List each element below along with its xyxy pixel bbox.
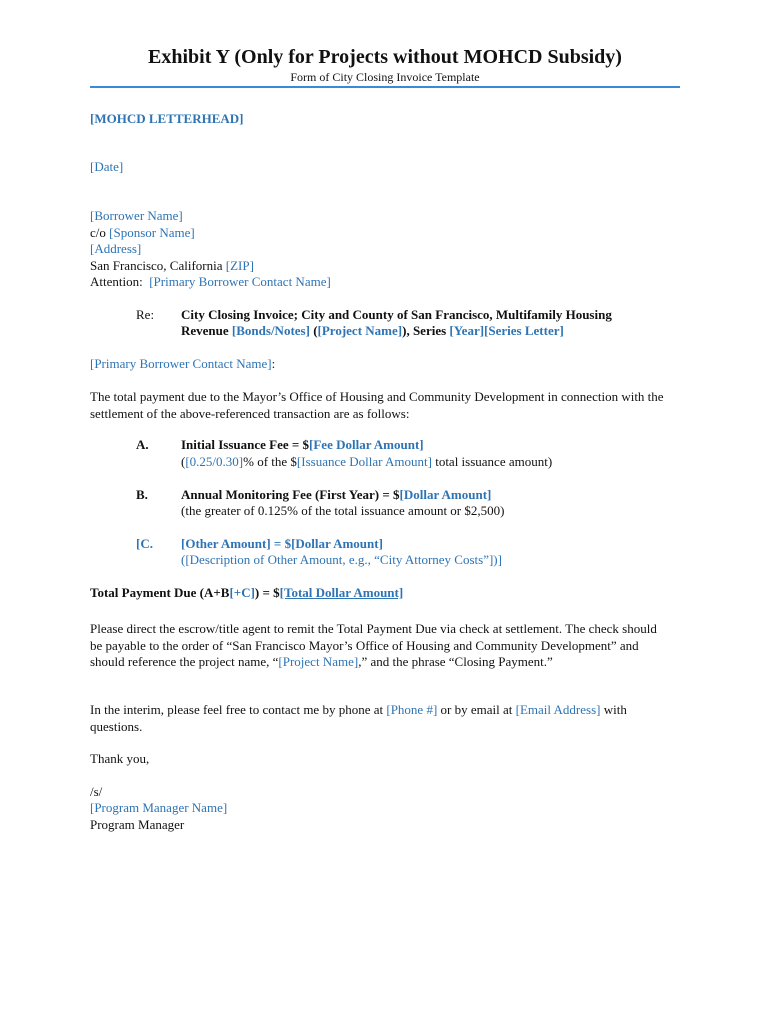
- item-a-tail: total issuance amount): [431, 454, 553, 469]
- document-title: Exhibit Y (Only for Projects without MOHCD Subsidy): [148, 46, 622, 68]
- re-project: [Project Name]: [317, 323, 403, 338]
- total-plus-c: [+C]: [229, 585, 255, 600]
- remit-project: [Project Name]: [278, 654, 359, 669]
- city-text: San Francisco, California: [90, 258, 223, 273]
- total-eq: ) = $: [254, 585, 280, 600]
- total-line: [90, 585, 403, 602]
- salutation-colon: :: [271, 356, 276, 371]
- sponsor-name: [Sponsor Name]: [109, 225, 195, 240]
- remit-paragraph: [90, 621, 668, 671]
- title-divider: [90, 86, 680, 88]
- program-manager-title: Program Manager: [90, 817, 185, 832]
- program-manager-name: [Program Manager Name]: [90, 800, 228, 815]
- address-placeholder: [Address]: [90, 241, 142, 256]
- re-revenue: Revenue: [181, 323, 229, 338]
- email-placeholder: [Email Address]: [515, 702, 601, 717]
- item-c-label: [C.: [136, 536, 153, 551]
- re-label: Re:: [136, 307, 155, 322]
- item-a-of: % of the $: [243, 454, 297, 469]
- re-open-paren: (: [313, 323, 318, 338]
- contact-text: In the interim, please feel free to contact me by phone at: [90, 702, 387, 717]
- thank-you: Thank you,: [90, 751, 150, 766]
- item-c-desc: ([Description of Other Amount, e.g., “City Attorney Costs”])]: [181, 552, 502, 567]
- attention-contact: [Primary Borrower Contact Name]: [149, 274, 331, 289]
- item-b-label: B.: [136, 487, 148, 502]
- re-bonds: [Bonds/Notes]: [231, 323, 310, 338]
- item-a-title-text: Initial Issuance Fee = $: [181, 437, 310, 452]
- document-subtitle: Form of City Closing Invoice Template: [290, 70, 480, 84]
- signature: /s/: [90, 784, 103, 799]
- attention-label: Attention:: [90, 274, 143, 289]
- item-c-title: [Other Amount] = $[Dollar Amount]: [181, 536, 383, 551]
- item-b-title-text: Annual Monitoring Fee (First Year) = $: [181, 487, 400, 502]
- item-a-issuance: [Issuance Dollar Amount]: [296, 454, 432, 469]
- total-amount: [Total Dollar Amount]: [279, 585, 404, 600]
- item-a-desc: [181, 454, 552, 471]
- item-b-title: [181, 487, 491, 504]
- contact-or: or by email at: [437, 702, 516, 717]
- item-a-title: [181, 437, 424, 454]
- item-a-percent: [0.25/0.30]: [185, 454, 244, 469]
- re-line-2: [181, 323, 564, 340]
- phone-placeholder: [Phone #]: [386, 702, 438, 717]
- contact-paragraph: [90, 702, 668, 735]
- remit-text: Please direct the escrow/title agent to remit the Total Payment Due via check at settlement. The check should be payable to the order of “San Francisco Mayor’s Office of Housing and Community Development” and should reference the project name, “: [90, 621, 657, 669]
- re-year-series: [Year][Series Letter]: [449, 323, 564, 338]
- re-series: ), Series: [402, 323, 447, 338]
- total-label: Total Payment Due (A+B: [90, 585, 230, 600]
- salutation: [90, 356, 275, 373]
- city-line: [90, 258, 254, 275]
- item-a-paren: (: [181, 454, 186, 469]
- contact-tail: with questions.: [90, 702, 627, 734]
- salutation-name: [Primary Borrower Contact Name]: [90, 356, 272, 371]
- borrower-name: [Borrower Name]: [90, 208, 183, 223]
- attention-line: [90, 274, 331, 291]
- item-a-label: A.: [136, 437, 149, 452]
- co-prefix: c/o: [90, 225, 106, 240]
- item-b-desc: (the greater of 0.125% of the total issuance amount or $2,500): [181, 503, 505, 518]
- item-a-amount: [Fee Dollar Amount]: [309, 437, 424, 452]
- date-placeholder: [Date]: [90, 159, 124, 174]
- intro-paragraph: The total payment due to the Mayor’s Office of Housing and Community Development in connection with the settlement of the above-referenced transaction are as follows:: [90, 389, 664, 421]
- zip-placeholder: [ZIP]: [225, 258, 254, 273]
- remit-tail: ,” and the phrase “Closing Payment.”: [358, 654, 553, 669]
- sponsor-line: [90, 225, 195, 242]
- item-b-amount: [Dollar Amount]: [399, 487, 492, 502]
- re-line-1: City Closing Invoice; City and County of San Francisco, Multifamily Housing: [181, 307, 612, 322]
- letterhead-placeholder: [MOHCD LETTERHEAD]: [90, 111, 244, 126]
